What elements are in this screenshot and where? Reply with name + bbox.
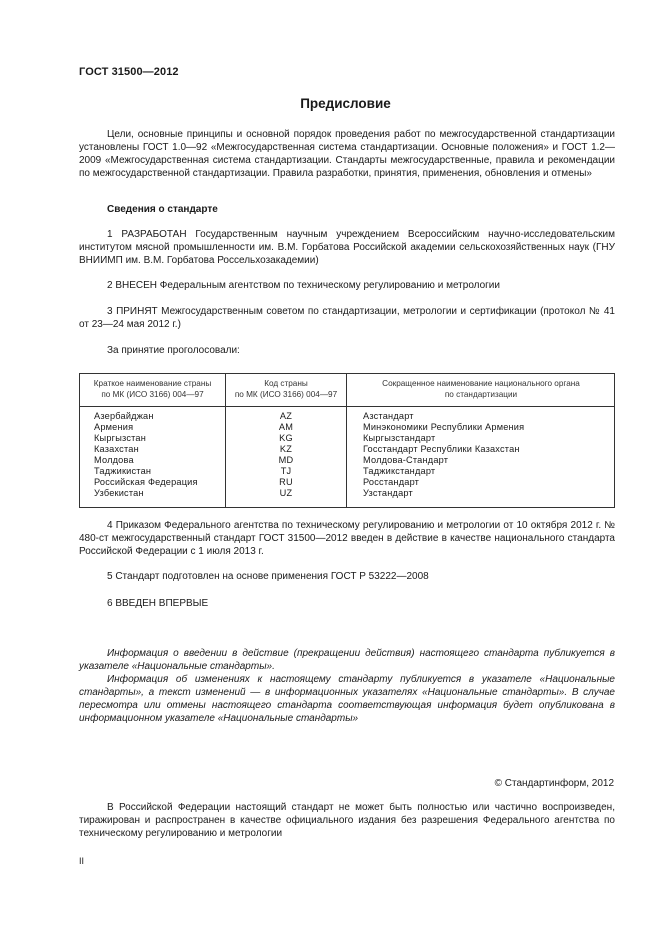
preface-intro: Цели, основные принципы и основной порядок проведения работ по межгосударственной стандартизации установлены ГОСТ 1.0—92 «Межгосударственная система стандартизации. Основные положения» и ГОСТ 1.2—2009 «Межгосударственная система стандартизации. Стандарты межгосударственные, правила и рекомендации по межгосударственной стандартизации. Правила разработки, принятия, применения, обновления и отмены» (79, 129, 615, 179)
table-header-country: Краткое наименование страны по МК (ИСО 3166) 004—97 (93, 379, 212, 399)
item-adopted: 3 ПРИНЯТ Межгосударственным советом по стандартизации, метрологии и сертификации (протокол № 41 от 23—24 мая 2012 г.) (79, 306, 615, 330)
table-cell-country: Таджикистан (94, 466, 152, 476)
table-header-body: Сокращенное наименование национального органа по стандартизации (382, 379, 580, 399)
table-cell-code: MD (278, 455, 294, 465)
table-cell-country: Армения (94, 422, 134, 432)
table-cell-code: RU (279, 477, 293, 487)
table-cell-country: Молдова (94, 455, 134, 465)
table-cell-code: TJ (280, 466, 292, 476)
table-cell-body: Росстандарт (363, 477, 420, 487)
table-cell-code: UZ (279, 488, 293, 498)
table-cell-body: Минэкономики Республики Армения (363, 422, 525, 432)
table-cell-body: Молдова-Стандарт (363, 455, 449, 465)
notice-changes: Информация об изменениях к настоящему стандарту публикуется в указателе «Национальные стандарты», а текст изменений — в информационных указателях «Национальные стандарты». В случае пересмотра или отмены настоящего стандарта соответствующая информация будет опубликована в информационном указателе «Национальные стандарты» (79, 674, 615, 724)
standard-info-heading: Сведения о стандарте (107, 204, 218, 215)
table-cell-country: Казахстан (94, 444, 139, 454)
item-submitted: 2 ВНЕСЕН Федеральным агентством по техническому регулированию и метрологии (107, 280, 500, 291)
table-cell-code: AM (278, 422, 294, 432)
table-cell-country: Кыргызстан (94, 433, 147, 443)
table-cell-code: KZ (279, 444, 293, 454)
table-cell-body: Узстандарт (363, 488, 413, 498)
copyright: © Стандартинформ, 2012 (494, 778, 614, 789)
table-header-code: Код страны по МК (ИСО 3166) 004—97 (234, 379, 338, 399)
table-cell-country: Российская Федерация (94, 477, 198, 487)
document-code: ГОСТ 31500—2012 (79, 66, 179, 78)
table-cell-body: Азстандарт (363, 411, 414, 421)
preface-title: Предисловие (300, 96, 391, 111)
item-first-introduced: 6 ВВЕДЕН ВПЕРВЫЕ (107, 598, 209, 609)
item-basis: 5 Стандарт подготовлен на основе применения ГОСТ Р 53222—2008 (107, 571, 429, 582)
notice-introduction: Информация о введении в действие (прекращении действия) настоящего стандарта публикуется в указателе «Национальные стандарты». (79, 648, 615, 672)
table-cell-body: Кыргызстандарт (363, 433, 436, 443)
item-order: 4 Приказом Федерального агентства по техническому регулированию и метрологии от 10 октября 2012 г. № 480-ст межгосударственный стандарт ГОСТ 31500—2012 введен в действие в качестве национального стандарта Российской Федерации с 1 июля 2013 г. (79, 520, 615, 557)
voting-table (79, 373, 615, 508)
table-cell-body: Госстандарт Республики Казахстан (363, 444, 520, 454)
table-cell-country: Азербайджан (94, 411, 154, 421)
voted-label: За принятие проголосовали: (107, 345, 240, 356)
table-cell-country: Узбекистан (94, 488, 144, 498)
rights-statement: В Российской Федерации настоящий стандарт не может быть полностью или частично воспроизведен, тиражирован и распространен в качестве официального издания без разрешения Федерального агентства по техническому регулированию и метрологии (79, 802, 615, 839)
table-cell-code: AZ (279, 411, 293, 421)
page-number: II (79, 856, 85, 866)
table-cell-body: Таджикстандарт (363, 466, 436, 476)
table-cell-code: KG (279, 433, 293, 443)
item-developed: 1 РАЗРАБОТАН Государственным научным учреждением Всероссийским научно-исследовательским институтом мясной промышленности им. В.М. Горбатова Российской академии сельскохозяйственных наук (ГНУ ВНИИМП им. В.М. Горбатова Россельхозакадемии) (79, 229, 615, 266)
